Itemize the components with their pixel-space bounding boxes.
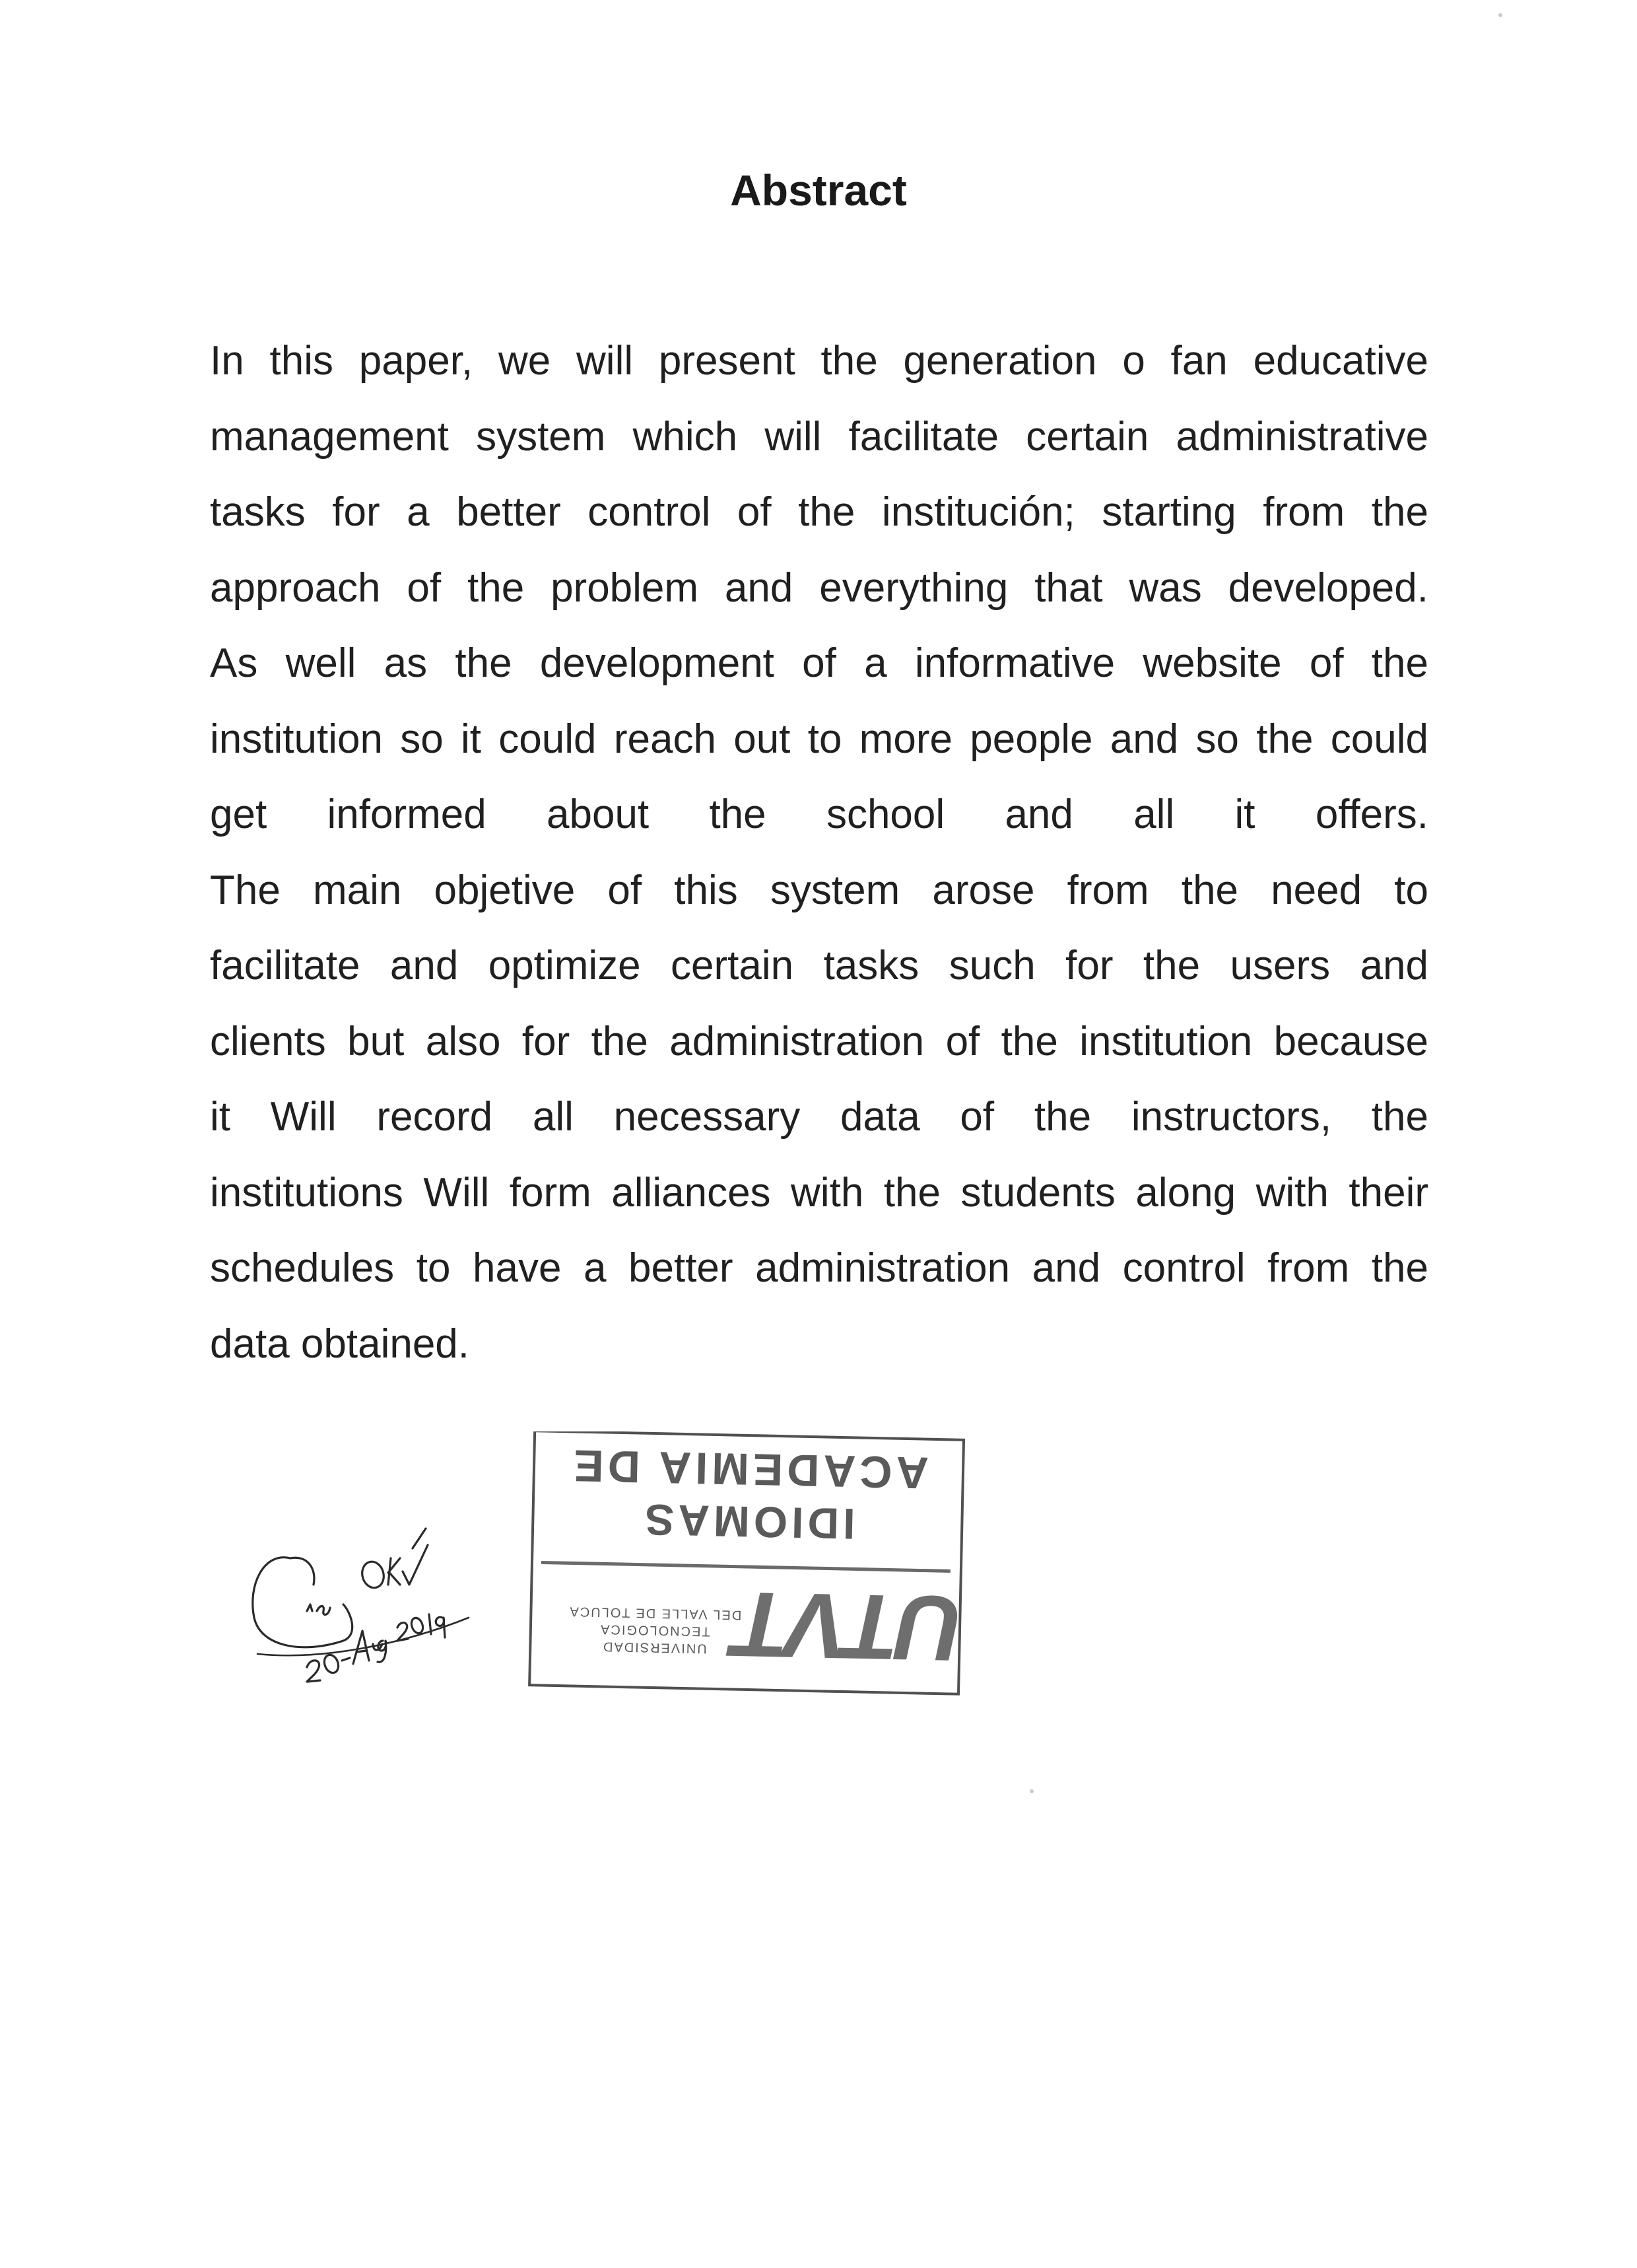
abstract-line: facilitate and optimize certain tasks such for the users and	[210, 943, 1428, 988]
abstract-line: In this paper, we will present the generation o fan educative	[210, 338, 1428, 384]
abstract-line: approach of the problem and everything that was developed.	[210, 565, 1428, 611]
signature-icon	[244, 1512, 495, 1697]
abstract-title: Abstract	[730, 166, 907, 215]
handwritten-signature	[244, 1512, 495, 1697]
abstract-line: institution so it could reach out to more people and so the could	[210, 716, 1428, 762]
institution-stamp	[528, 1431, 967, 1699]
abstract-line: it Will record all necessary data of the instructors, the	[210, 1094, 1428, 1140]
abstract-line: management system which will facilitate certain administrative	[210, 413, 1428, 460]
scan-artifact	[1498, 13, 1502, 17]
abstract-line: data obtained.	[210, 1321, 470, 1367]
scan-artifact	[1030, 1789, 1034, 1793]
stamp-university-line3: DEL VALLE DE TOLUCA	[568, 1604, 742, 1622]
abstract-line: schedules to have a better administration and control from the	[210, 1245, 1428, 1291]
stamp-university-line1: UNIVERSIDAD	[601, 1639, 707, 1656]
abstract-body	[210, 324, 1428, 1382]
stamp-line2: ACADEMIA DE	[569, 1440, 929, 1498]
abstract-line: clients but also for the administration of the institution because	[210, 1018, 1428, 1064]
abstract-line: As well as the development of a informative website of the	[210, 640, 1428, 686]
abstract-line: tasks for a better control of the institución; starting from the	[210, 489, 1428, 535]
abstract-line: The main objetive of this system arose from the need to	[210, 867, 1428, 913]
stamp-logo-text: UTVT	[735, 1572, 964, 1681]
abstract-line: get informed about the school and all it offers.	[210, 792, 1428, 837]
abstract-line: institutions Will form alliances with the students along with their	[210, 1169, 1428, 1216]
stamp-seal-icon	[528, 1431, 967, 1699]
stamp-line1: IDIOMAS	[640, 1495, 856, 1549]
stamp-university-line2: TECNOLOGICA	[599, 1622, 710, 1639]
